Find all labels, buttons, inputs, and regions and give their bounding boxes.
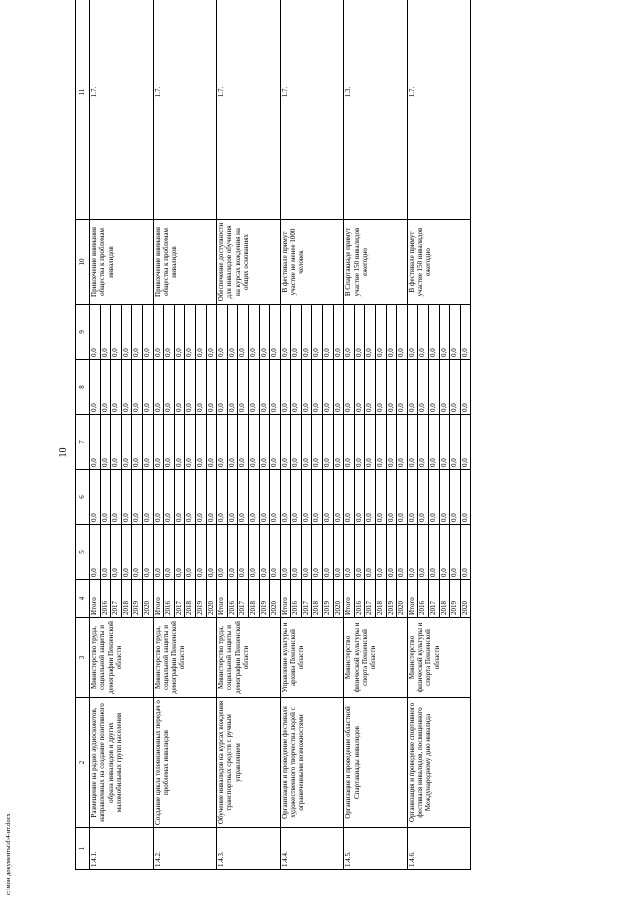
value-cell: 0,0 bbox=[195, 305, 206, 360]
year-cell: 2016 bbox=[227, 580, 238, 618]
value-cell: 0,0 bbox=[376, 305, 387, 360]
value-cell: 0,0 bbox=[354, 525, 365, 580]
value-cell: 0,0 bbox=[460, 415, 471, 470]
value-cell: 0,0 bbox=[344, 415, 355, 470]
year-cell: 2018 bbox=[248, 580, 259, 618]
header-cell: 9 bbox=[76, 305, 90, 360]
value-cell: 0,0 bbox=[397, 305, 408, 360]
row-number: 1.4.4. bbox=[280, 828, 344, 870]
year-cell: 2016 bbox=[418, 580, 429, 618]
header-cell: 2 bbox=[76, 698, 90, 828]
value-cell: 0,0 bbox=[217, 470, 228, 525]
value-cell: 0,0 bbox=[312, 525, 323, 580]
value-cell: 0,0 bbox=[280, 360, 291, 415]
value-cell: 0,0 bbox=[185, 360, 196, 415]
executor: Министерство труда, социальной защиты и демографии Пензенской области bbox=[90, 618, 154, 698]
value-cell: 0,0 bbox=[206, 525, 217, 580]
value-cell: 0,0 bbox=[291, 525, 302, 580]
value-cell: 0,0 bbox=[164, 470, 175, 525]
indicator-link: 1.7. bbox=[217, 0, 281, 220]
value-cell: 0,0 bbox=[174, 360, 185, 415]
value-cell: 0,0 bbox=[238, 415, 249, 470]
value-cell: 0,0 bbox=[132, 470, 143, 525]
table-row bbox=[407, 0, 418, 870]
value-cell: 0,0 bbox=[121, 470, 132, 525]
year-cell: Итого bbox=[407, 580, 418, 618]
value-cell: 0,0 bbox=[270, 360, 281, 415]
value-cell: 0,0 bbox=[418, 470, 429, 525]
year-cell: Итого bbox=[217, 580, 228, 618]
executor: Управление культуры и архива Пензенской области bbox=[280, 618, 344, 698]
value-cell: 0,0 bbox=[100, 415, 111, 470]
value-cell: 0,0 bbox=[153, 470, 164, 525]
value-cell: 0,0 bbox=[142, 415, 153, 470]
value-cell: 0,0 bbox=[429, 525, 440, 580]
year-cell: 2019 bbox=[259, 580, 270, 618]
value-cell: 0,0 bbox=[206, 470, 217, 525]
value-cell: 0,0 bbox=[248, 305, 259, 360]
year-cell: 2020 bbox=[206, 580, 217, 618]
value-cell: 0,0 bbox=[153, 305, 164, 360]
value-cell: 0,0 bbox=[153, 360, 164, 415]
value-cell: 0,0 bbox=[164, 305, 175, 360]
value-cell: 0,0 bbox=[270, 305, 281, 360]
value-cell: 0,0 bbox=[323, 470, 334, 525]
year-cell: 2018 bbox=[439, 580, 450, 618]
year-cell: 2018 bbox=[312, 580, 323, 618]
value-cell: 0,0 bbox=[376, 525, 387, 580]
year-cell: 2020 bbox=[333, 580, 344, 618]
header-cell: 1 bbox=[76, 828, 90, 870]
value-cell: 0,0 bbox=[259, 360, 270, 415]
value-cell: 0,0 bbox=[270, 525, 281, 580]
value-cell: 0,0 bbox=[429, 470, 440, 525]
value-cell: 0,0 bbox=[386, 305, 397, 360]
value-cell: 0,0 bbox=[397, 470, 408, 525]
value-cell: 0,0 bbox=[100, 470, 111, 525]
indicator-link: 1.7. bbox=[90, 0, 154, 220]
value-cell: 0,0 bbox=[248, 525, 259, 580]
program-table bbox=[75, 0, 471, 870]
value-cell: 0,0 bbox=[90, 415, 101, 470]
value-cell: 0,0 bbox=[142, 305, 153, 360]
value-cell: 0,0 bbox=[344, 470, 355, 525]
value-cell: 0,0 bbox=[333, 305, 344, 360]
value-cell: 0,0 bbox=[121, 360, 132, 415]
value-cell: 0,0 bbox=[386, 470, 397, 525]
year-cell: 2018 bbox=[121, 580, 132, 618]
table-row bbox=[90, 0, 101, 870]
value-cell: 0,0 bbox=[238, 360, 249, 415]
executor: Министерство физической культуры и спорта Пензенской области bbox=[344, 618, 408, 698]
value-cell: 0,0 bbox=[407, 415, 418, 470]
value-cell: 0,0 bbox=[450, 470, 461, 525]
year-cell: 2017 bbox=[174, 580, 185, 618]
table-row bbox=[280, 0, 291, 870]
value-cell: 0,0 bbox=[439, 525, 450, 580]
table-row bbox=[217, 0, 228, 870]
value-cell: 0,0 bbox=[90, 360, 101, 415]
header-cell: 5 bbox=[76, 525, 90, 580]
value-cell: 0,0 bbox=[386, 525, 397, 580]
expected-result: В фестивале примут участие 150 инвалидов ежегодно bbox=[407, 220, 471, 305]
value-cell: 0,0 bbox=[365, 525, 376, 580]
value-cell: 0,0 bbox=[206, 415, 217, 470]
year-cell: 2017 bbox=[111, 580, 122, 618]
value-cell: 0,0 bbox=[206, 360, 217, 415]
page-number: 10 bbox=[58, 447, 69, 458]
footer-path: c:\мои документы\d\4-ит.docx bbox=[5, 813, 12, 895]
year-cell: 2020 bbox=[397, 580, 408, 618]
value-cell: 0,0 bbox=[333, 415, 344, 470]
value-cell: 0,0 bbox=[312, 415, 323, 470]
measure-name: Создание цикла телевизионных передач о проблемах инвалидов bbox=[153, 698, 217, 828]
value-cell: 0,0 bbox=[185, 415, 196, 470]
value-cell: 0,0 bbox=[90, 525, 101, 580]
year-cell: 2016 bbox=[100, 580, 111, 618]
value-cell: 0,0 bbox=[227, 305, 238, 360]
expected-result: Привлечение внимания общества к проблемам инвалидов bbox=[153, 220, 217, 305]
value-cell: 0,0 bbox=[280, 525, 291, 580]
value-cell: 0,0 bbox=[142, 360, 153, 415]
table-row bbox=[344, 0, 355, 870]
indicator-link: 1.3. bbox=[344, 0, 408, 220]
value-cell: 0,0 bbox=[217, 525, 228, 580]
value-cell: 0,0 bbox=[376, 415, 387, 470]
value-cell: 0,0 bbox=[238, 305, 249, 360]
value-cell: 0,0 bbox=[301, 305, 312, 360]
value-cell: 0,0 bbox=[174, 470, 185, 525]
value-cell: 0,0 bbox=[259, 525, 270, 580]
expected-result: Обеспечение доступности для инвалидов обучения на курсах вождения на общих основаниях bbox=[217, 220, 281, 305]
value-cell: 0,0 bbox=[227, 470, 238, 525]
value-cell: 0,0 bbox=[164, 415, 175, 470]
year-cell: 2016 bbox=[164, 580, 175, 618]
value-cell: 0,0 bbox=[270, 415, 281, 470]
measure-name: Организация и проведение спортивного фестиваля инвалидов, посвященного Международному дню инвалида bbox=[407, 698, 471, 828]
year-cell: Итого bbox=[344, 580, 355, 618]
value-cell: 0,0 bbox=[100, 305, 111, 360]
row-number: 1.4.2. bbox=[153, 828, 217, 870]
value-cell: 0,0 bbox=[195, 470, 206, 525]
value-cell: 0,0 bbox=[386, 415, 397, 470]
value-cell: 0,0 bbox=[418, 415, 429, 470]
value-cell: 0,0 bbox=[132, 360, 143, 415]
value-cell: 0,0 bbox=[111, 415, 122, 470]
year-cell: 2019 bbox=[195, 580, 206, 618]
value-cell: 0,0 bbox=[376, 360, 387, 415]
value-cell: 0,0 bbox=[153, 525, 164, 580]
value-cell: 0,0 bbox=[323, 525, 334, 580]
value-cell: 0,0 bbox=[460, 525, 471, 580]
value-cell: 0,0 bbox=[121, 415, 132, 470]
year-cell: 2016 bbox=[291, 580, 302, 618]
value-cell: 0,0 bbox=[460, 360, 471, 415]
value-cell: 0,0 bbox=[291, 305, 302, 360]
value-cell: 0,0 bbox=[323, 360, 334, 415]
value-cell: 0,0 bbox=[238, 525, 249, 580]
value-cell: 0,0 bbox=[291, 415, 302, 470]
header-cell: 10 bbox=[76, 220, 90, 305]
value-cell: 0,0 bbox=[429, 360, 440, 415]
year-cell: 2019 bbox=[450, 580, 461, 618]
value-cell: 0,0 bbox=[227, 360, 238, 415]
value-cell: 0,0 bbox=[301, 470, 312, 525]
header-cell: 8 bbox=[76, 360, 90, 415]
table-body bbox=[90, 0, 471, 870]
value-cell: 0,0 bbox=[217, 360, 228, 415]
value-cell: 0,0 bbox=[195, 525, 206, 580]
value-cell: 0,0 bbox=[439, 360, 450, 415]
indicator-link: 1.7. bbox=[153, 0, 217, 220]
value-cell: 0,0 bbox=[460, 305, 471, 360]
value-cell: 0,0 bbox=[344, 360, 355, 415]
value-cell: 0,0 bbox=[238, 470, 249, 525]
value-cell: 0,0 bbox=[164, 360, 175, 415]
value-cell: 0,0 bbox=[185, 470, 196, 525]
measure-name: Организация и проведение областной Спартакиады инвалидов bbox=[344, 698, 408, 828]
value-cell: 0,0 bbox=[312, 470, 323, 525]
year-cell: 2017 bbox=[238, 580, 249, 618]
row-number: 1.4.6. bbox=[407, 828, 471, 870]
year-cell: 2020 bbox=[142, 580, 153, 618]
value-cell: 0,0 bbox=[142, 525, 153, 580]
value-cell: 0,0 bbox=[333, 525, 344, 580]
indicator-link: 1.7. bbox=[407, 0, 471, 220]
value-cell: 0,0 bbox=[439, 305, 450, 360]
value-cell: 0,0 bbox=[259, 415, 270, 470]
value-cell: 0,0 bbox=[429, 305, 440, 360]
value-cell: 0,0 bbox=[354, 415, 365, 470]
year-cell: 2018 bbox=[185, 580, 196, 618]
value-cell: 0,0 bbox=[248, 360, 259, 415]
expected-result: В фестивале примут участие не менее 1000 человек bbox=[280, 220, 344, 305]
value-cell: 0,0 bbox=[217, 305, 228, 360]
value-cell: 0,0 bbox=[132, 305, 143, 360]
year-cell: Итого bbox=[153, 580, 164, 618]
year-cell: 2019 bbox=[386, 580, 397, 618]
value-cell: 0,0 bbox=[111, 525, 122, 580]
value-cell: 0,0 bbox=[312, 305, 323, 360]
year-cell: 2017 bbox=[429, 580, 440, 618]
expected-result: В Спартакиаде примут участие 150 инвалидов ежегодно bbox=[344, 220, 408, 305]
value-cell: 0,0 bbox=[132, 525, 143, 580]
value-cell: 0,0 bbox=[344, 305, 355, 360]
value-cell: 0,0 bbox=[344, 525, 355, 580]
year-cell: 2018 bbox=[376, 580, 387, 618]
row-number: 1.4.3. bbox=[217, 828, 281, 870]
value-cell: 0,0 bbox=[100, 525, 111, 580]
year-cell: 2017 bbox=[365, 580, 376, 618]
year-cell: 2020 bbox=[270, 580, 281, 618]
value-cell: 0,0 bbox=[407, 305, 418, 360]
executor: Министерство труда, социальной защиты и демографии Пензенской области bbox=[217, 618, 281, 698]
value-cell: 0,0 bbox=[376, 470, 387, 525]
year-cell: Итого bbox=[280, 580, 291, 618]
row-number: 1.4.1. bbox=[90, 828, 154, 870]
value-cell: 0,0 bbox=[142, 470, 153, 525]
value-cell: 0,0 bbox=[365, 415, 376, 470]
value-cell: 0,0 bbox=[418, 305, 429, 360]
value-cell: 0,0 bbox=[121, 525, 132, 580]
value-cell: 0,0 bbox=[301, 415, 312, 470]
value-cell: 0,0 bbox=[354, 360, 365, 415]
value-cell: 0,0 bbox=[365, 305, 376, 360]
indicator-link: 1.7. bbox=[280, 0, 344, 220]
header-cell: 6 bbox=[76, 470, 90, 525]
value-cell: 0,0 bbox=[450, 525, 461, 580]
value-cell: 0,0 bbox=[323, 305, 334, 360]
value-cell: 0,0 bbox=[164, 525, 175, 580]
expected-result: Привлечение внимания общества к проблемам инвалидов bbox=[90, 220, 154, 305]
value-cell: 0,0 bbox=[323, 415, 334, 470]
header-cell: 4 bbox=[76, 580, 90, 618]
value-cell: 0,0 bbox=[111, 360, 122, 415]
value-cell: 0,0 bbox=[259, 470, 270, 525]
year-cell: 2020 bbox=[460, 580, 471, 618]
value-cell: 0,0 bbox=[450, 360, 461, 415]
value-cell: 0,0 bbox=[407, 470, 418, 525]
value-cell: 0,0 bbox=[217, 415, 228, 470]
value-cell: 0,0 bbox=[111, 470, 122, 525]
year-cell: 2019 bbox=[323, 580, 334, 618]
value-cell: 0,0 bbox=[397, 360, 408, 415]
value-cell: 0,0 bbox=[333, 470, 344, 525]
value-cell: 0,0 bbox=[121, 305, 132, 360]
row-number: 1.4.5. bbox=[344, 828, 408, 870]
value-cell: 0,0 bbox=[280, 470, 291, 525]
value-cell: 0,0 bbox=[259, 305, 270, 360]
value-cell: 0,0 bbox=[111, 305, 122, 360]
value-cell: 0,0 bbox=[280, 415, 291, 470]
value-cell: 0,0 bbox=[227, 525, 238, 580]
header-cell: 3 bbox=[76, 618, 90, 698]
value-cell: 0,0 bbox=[185, 525, 196, 580]
value-cell: 0,0 bbox=[280, 305, 291, 360]
value-cell: 0,0 bbox=[90, 305, 101, 360]
value-cell: 0,0 bbox=[100, 360, 111, 415]
value-cell: 0,0 bbox=[174, 525, 185, 580]
value-cell: 0,0 bbox=[333, 360, 344, 415]
value-cell: 0,0 bbox=[407, 525, 418, 580]
value-cell: 0,0 bbox=[407, 360, 418, 415]
executor: Министерство физической культуры и спорта Пензенской области bbox=[407, 618, 471, 698]
value-cell: 0,0 bbox=[386, 360, 397, 415]
table-row bbox=[153, 0, 164, 870]
value-cell: 0,0 bbox=[312, 360, 323, 415]
value-cell: 0,0 bbox=[450, 415, 461, 470]
value-cell: 0,0 bbox=[291, 470, 302, 525]
measure-name: Обучение инвалидов на курсах вождения транспортных средств с ручным управлением bbox=[217, 698, 281, 828]
value-cell: 0,0 bbox=[132, 415, 143, 470]
value-cell: 0,0 bbox=[248, 415, 259, 470]
value-cell: 0,0 bbox=[90, 470, 101, 525]
value-cell: 0,0 bbox=[439, 470, 450, 525]
value-cell: 0,0 bbox=[397, 415, 408, 470]
header-row bbox=[76, 0, 90, 870]
value-cell: 0,0 bbox=[397, 525, 408, 580]
header-cell: 7 bbox=[76, 415, 90, 470]
value-cell: 0,0 bbox=[227, 415, 238, 470]
value-cell: 0,0 bbox=[185, 305, 196, 360]
year-cell: Итого bbox=[90, 580, 101, 618]
value-cell: 0,0 bbox=[291, 360, 302, 415]
measure-name: Организация и проведение фестиваля художественного творчества людей с ограниченными возможностями bbox=[280, 698, 344, 828]
value-cell: 0,0 bbox=[301, 525, 312, 580]
value-cell: 0,0 bbox=[195, 360, 206, 415]
year-cell: 2019 bbox=[132, 580, 143, 618]
executor: Министерство труда, социальной защиты и демографии Пензенской области bbox=[153, 618, 217, 698]
value-cell: 0,0 bbox=[301, 360, 312, 415]
value-cell: 0,0 bbox=[248, 470, 259, 525]
value-cell: 0,0 bbox=[354, 470, 365, 525]
value-cell: 0,0 bbox=[206, 305, 217, 360]
header-cell: 11 bbox=[76, 0, 90, 220]
value-cell: 0,0 bbox=[365, 360, 376, 415]
value-cell: 0,0 bbox=[450, 305, 461, 360]
value-cell: 0,0 bbox=[195, 415, 206, 470]
value-cell: 0,0 bbox=[174, 305, 185, 360]
value-cell: 0,0 bbox=[354, 305, 365, 360]
value-cell: 0,0 bbox=[418, 525, 429, 580]
value-cell: 0,0 bbox=[174, 415, 185, 470]
measure-name: Размещение на радио аудиосюжетов, направленных на создание позитивного образа инвалидов и других маломобильных групп населения bbox=[90, 698, 154, 828]
value-cell: 0,0 bbox=[365, 470, 376, 525]
year-cell: 2016 bbox=[354, 580, 365, 618]
value-cell: 0,0 bbox=[439, 415, 450, 470]
value-cell: 0,0 bbox=[153, 415, 164, 470]
value-cell: 0,0 bbox=[418, 360, 429, 415]
value-cell: 0,0 bbox=[460, 470, 471, 525]
value-cell: 0,0 bbox=[270, 470, 281, 525]
year-cell: 2017 bbox=[301, 580, 312, 618]
value-cell: 0,0 bbox=[429, 415, 440, 470]
